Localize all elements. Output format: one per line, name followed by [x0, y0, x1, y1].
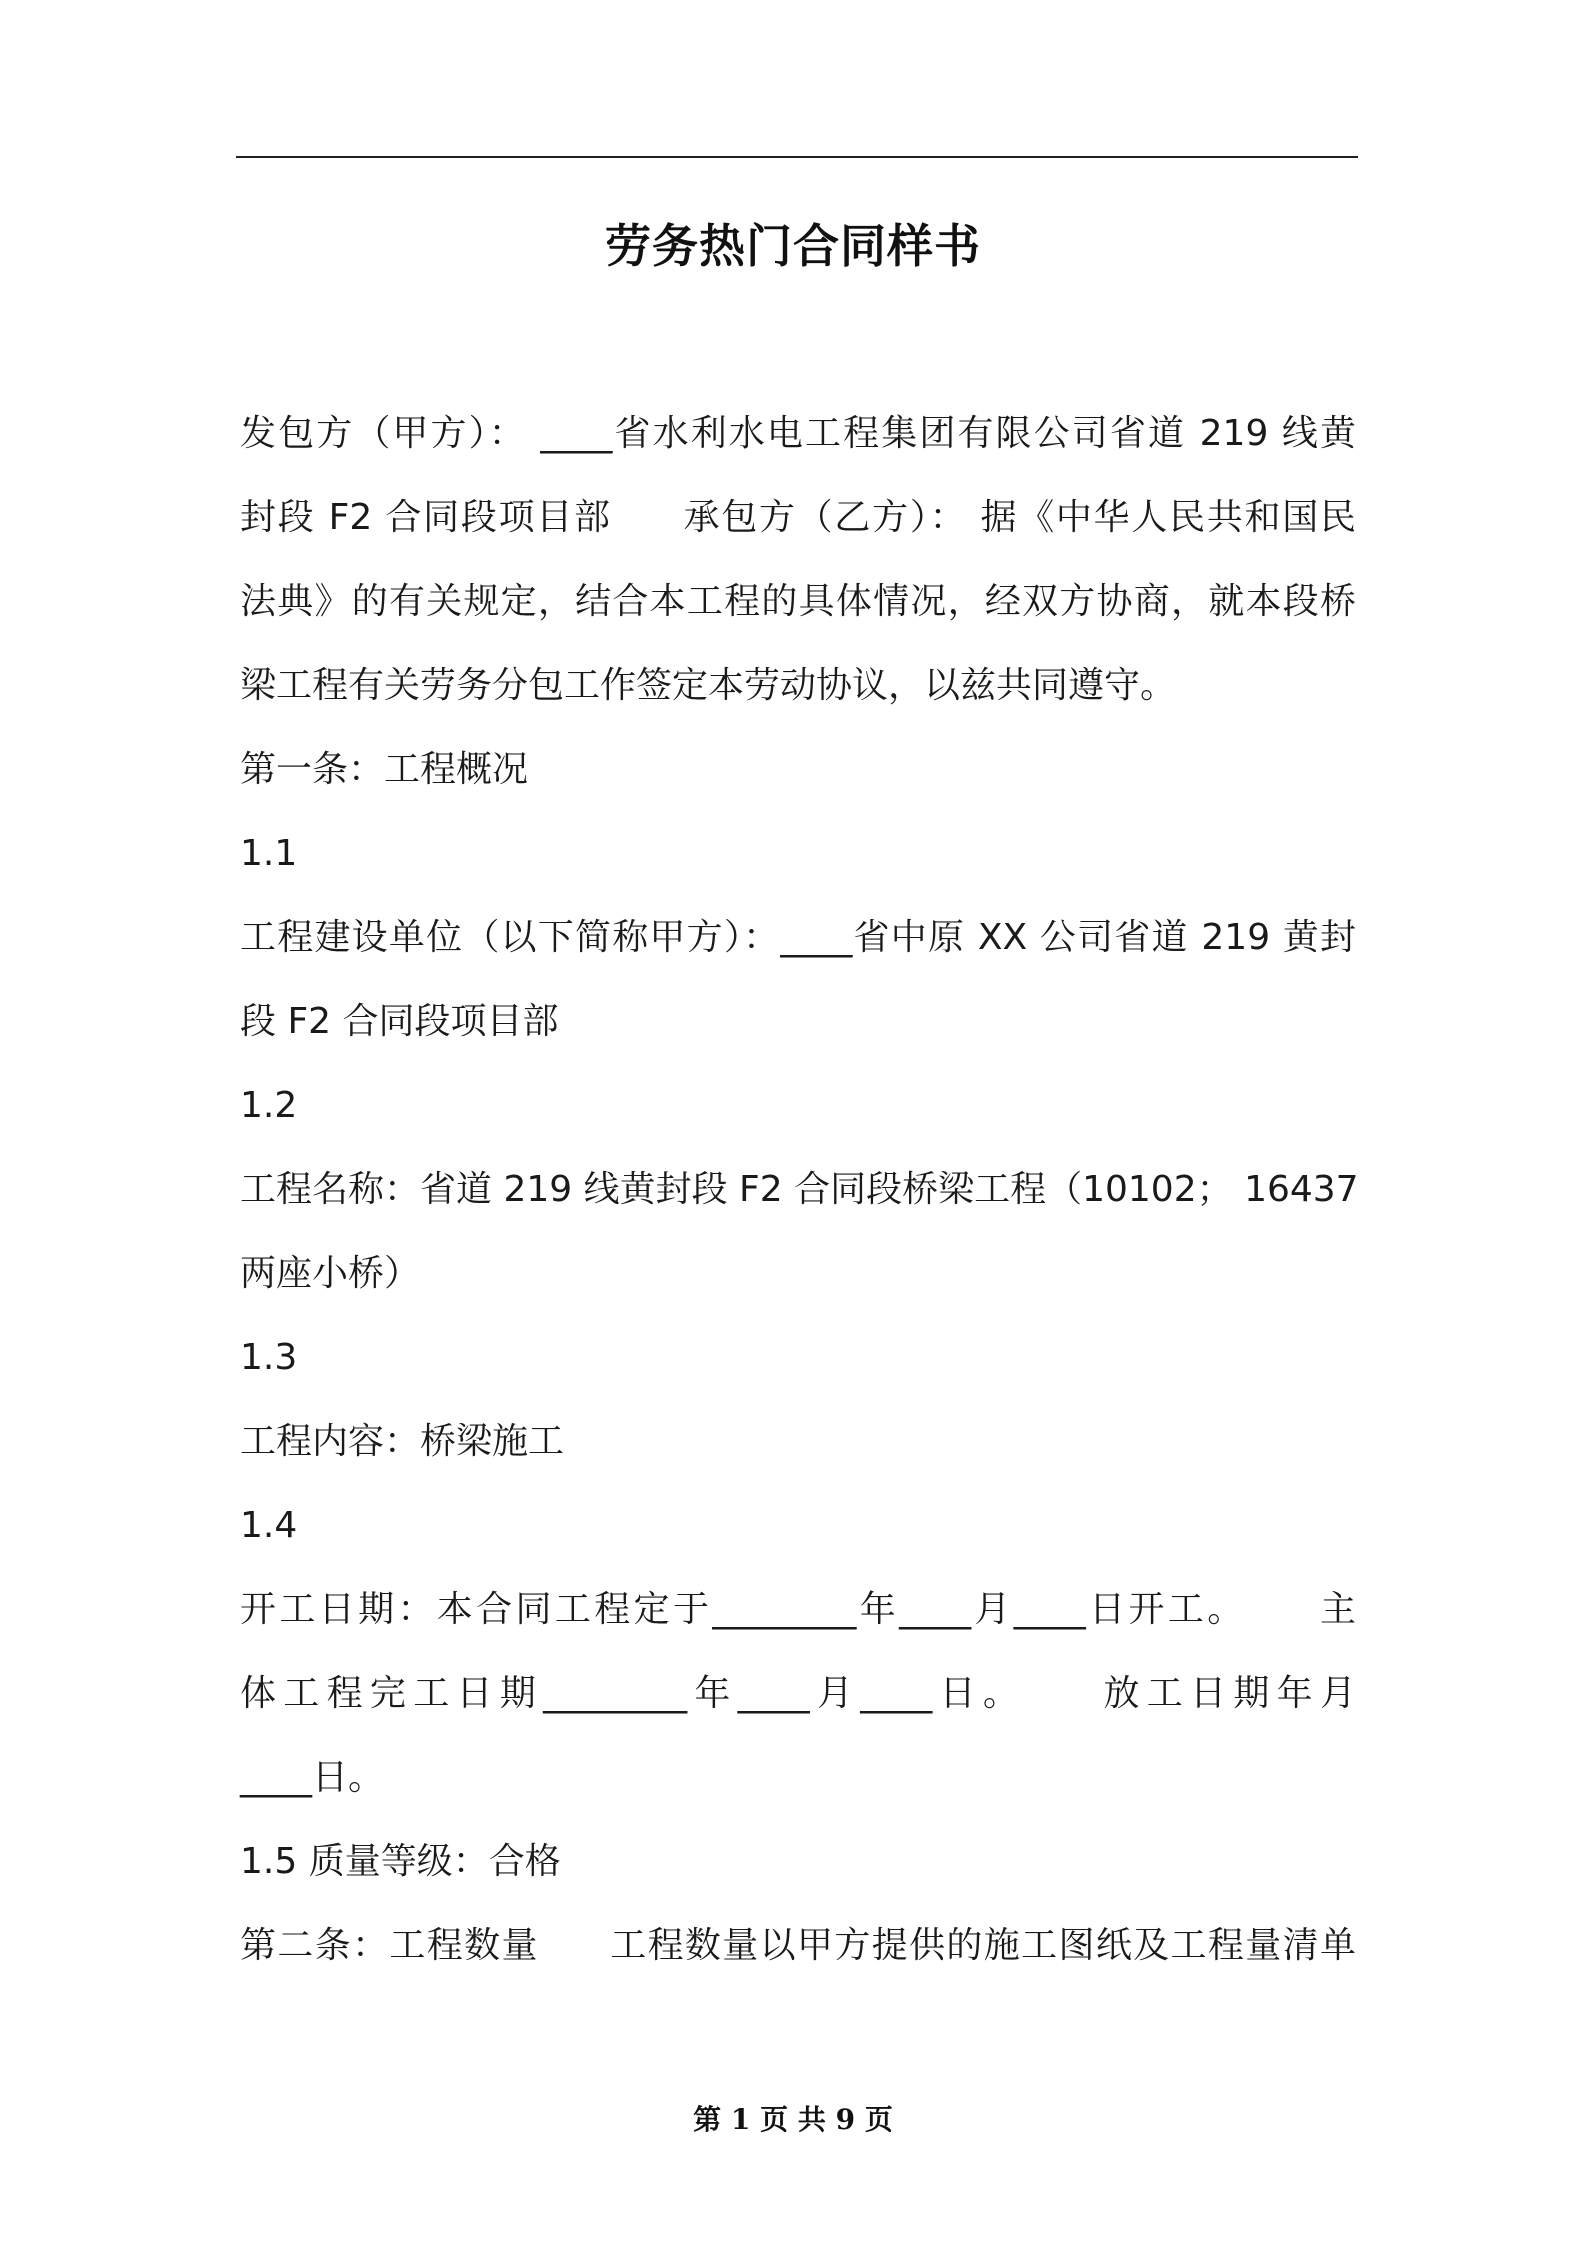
- body-line-part: 工程数量以甲方提供的施工图纸及工程量清单: [608, 1925, 1356, 1966]
- body-line: [240, 1652, 1356, 1736]
- section-heading: 第一条：工程概况: [240, 749, 529, 790]
- body-line: 工程建设单位（以下简称甲方）：____省中原 XX 公司省道 219 黄封: [240, 917, 1356, 958]
- body-line: 工程名称：省道 219 线黄封段 F2 合同段桥梁工程（10102； 16437: [240, 1169, 1359, 1210]
- body-line: 梁工程有关劳务分包工作签定本劳动协议，以兹共同遵守。: [240, 665, 1177, 706]
- body-line-part: 承包方（乙方）： 据《中华人民共和国民: [681, 497, 1356, 538]
- body-line: 发包方（甲方）： ____省水利水电工程集团有限公司省道 219 线黄: [240, 413, 1356, 454]
- document-title: 劳务热门合同样书: [605, 219, 981, 273]
- body-line: [240, 476, 1356, 560]
- body-line: 段 F2 合同段项目部: [240, 1001, 559, 1042]
- body-line: 两座小桥）: [240, 1253, 421, 1294]
- document-body: [240, 392, 1359, 1988]
- clause-number: 1.4: [240, 1505, 298, 1546]
- clause-number: 1.1: [240, 833, 298, 874]
- header-rule: [236, 156, 1358, 158]
- body-line-part: 放工日期年月: [1096, 1673, 1356, 1714]
- body-line: [240, 1904, 1356, 1988]
- clause-number: 1.2: [240, 1085, 298, 1126]
- body-line-part: 开工日期：本合同工程定于________年____月____日开工。: [240, 1589, 1247, 1630]
- body-line: 工程内容：桥梁施工: [240, 1421, 565, 1462]
- page-number: 第 1 页 共 9 页: [693, 2103, 893, 2136]
- body-line-part: 体工程完工日期________年____月____日。: [240, 1673, 1027, 1714]
- body-line: 法典》的有关规定，结合本工程的具体情况，经双方协商，就本段桥: [240, 581, 1356, 622]
- body-line: 1.5 质量等级：合格: [240, 1841, 561, 1882]
- section-heading: 第二条：工程数量: [240, 1925, 539, 1966]
- body-line-part: 主: [1316, 1589, 1356, 1630]
- body-line: [240, 1568, 1356, 1652]
- clause-number: 1.3: [240, 1337, 298, 1378]
- body-line-part: 封段 F2 合同段项目部: [240, 497, 612, 538]
- body-line: ____日。: [240, 1757, 385, 1798]
